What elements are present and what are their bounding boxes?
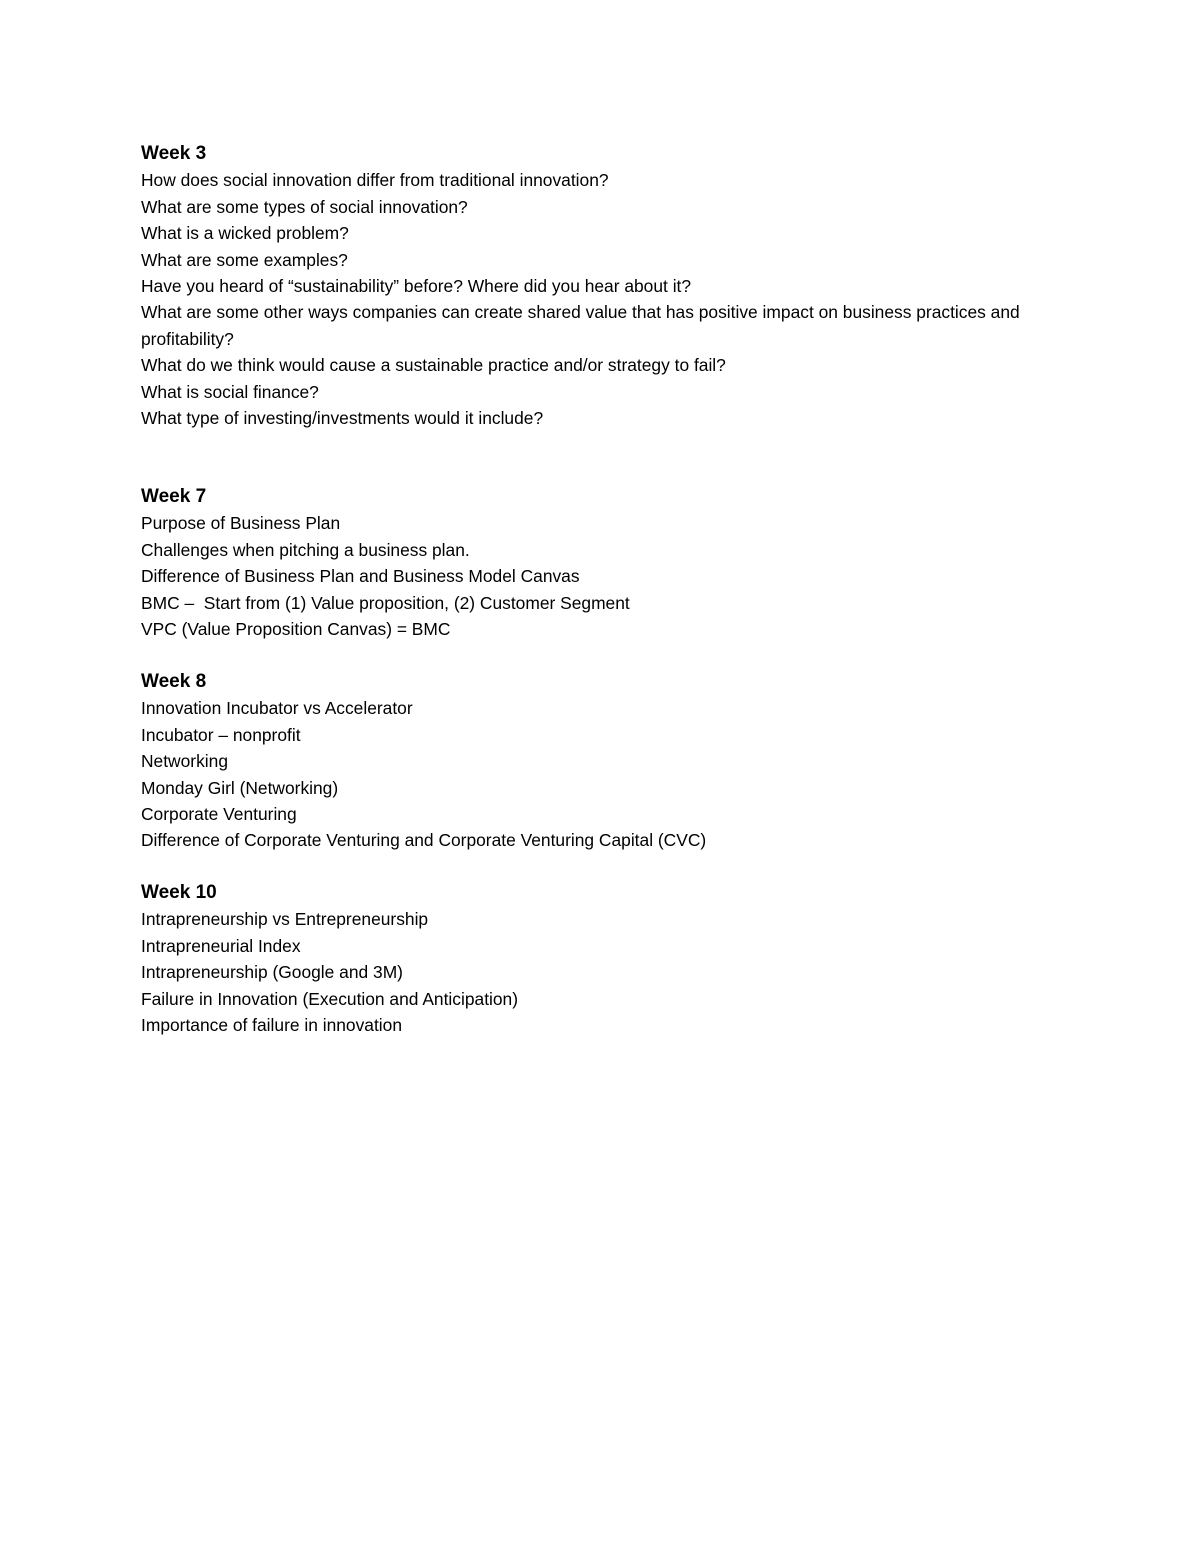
text-line: Failure in Innovation (Execution and Anticipation) xyxy=(141,988,519,1009)
text-line: Intrapreneurship vs Entrepreneurship xyxy=(141,909,429,930)
section-heading: Week 3 xyxy=(141,143,207,164)
text-line: Difference of Corporate Venturing and Corporate Venturing Capital (CVC) xyxy=(141,830,707,851)
text-line: What are some examples? xyxy=(141,249,348,270)
text-line: Importance of failure in innovation xyxy=(141,1015,403,1036)
section-week-3 xyxy=(141,141,1021,431)
section-heading: Week 10 xyxy=(141,882,217,903)
text-line: Intrapreneurship (Google and 3M) xyxy=(141,962,403,983)
text-line: What is social finance? xyxy=(141,381,319,402)
text-line: Monday Girl (Networking) xyxy=(141,777,339,798)
text-line: Difference of Business Plan and Business Model Canvas xyxy=(141,566,580,587)
text-line: What do we think would cause a sustainable practice and/or strategy to fail? xyxy=(141,355,726,376)
text-line: What are some other ways companies can create shared value that has positive impact on business practices and profitability? xyxy=(141,302,1020,349)
text-line: How does social innovation differ from traditional innovation? xyxy=(141,170,609,191)
section-heading: Week 7 xyxy=(141,486,207,507)
section-week-8 xyxy=(141,669,706,854)
text-line: What are some types of social innovation? xyxy=(141,196,468,217)
text-line: BMC – Start from (1) Value proposition, (2) Customer Segment xyxy=(141,592,630,613)
section-heading: Week 8 xyxy=(141,671,207,692)
text-line: Challenges when pitching a business plan. xyxy=(141,539,470,560)
text-line: What type of investing/investments would it include? xyxy=(141,408,544,429)
section-week-7 xyxy=(141,484,630,642)
text-line: Corporate Venturing xyxy=(141,804,297,825)
text-line: Intrapreneurial Index xyxy=(141,935,301,956)
text-line: VPC (Value Proposition Canvas) = BMC xyxy=(141,619,451,640)
text-line: Networking xyxy=(141,751,228,772)
text-line: Have you heard of “sustainability” before? Where did you hear about it? xyxy=(141,276,692,297)
text-line: Innovation Incubator vs Accelerator xyxy=(141,698,413,719)
text-line: What is a wicked problem? xyxy=(141,223,349,244)
text-line: Purpose of Business Plan xyxy=(141,513,341,534)
section-week-10 xyxy=(141,880,518,1038)
text-line: Incubator – nonprofit xyxy=(141,724,301,745)
